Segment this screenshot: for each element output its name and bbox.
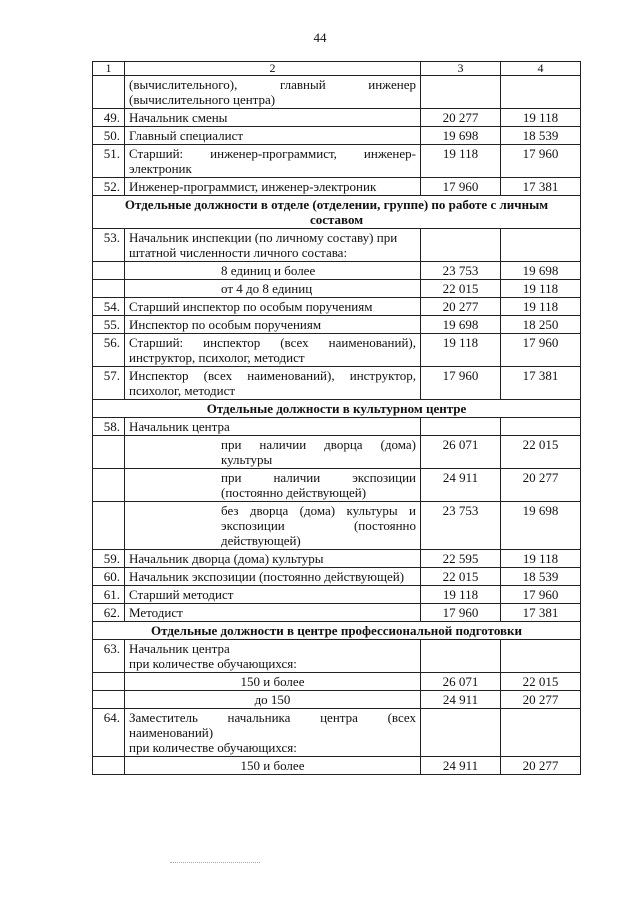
- salary-value: 19 118: [501, 550, 581, 568]
- position-name: Старший инспектор по особым поручениям: [125, 298, 421, 316]
- position-name: Инспектор (всех наименований), инструктор, психолог, методист: [125, 367, 421, 400]
- salary-value: 20 277: [421, 298, 501, 316]
- salary-value: 19 698: [421, 316, 501, 334]
- position-subitem: 150 и более: [125, 757, 421, 775]
- position-condition: при количестве обучающихся:: [129, 656, 297, 671]
- table-row: [93, 469, 581, 502]
- footer-divider: [170, 862, 260, 863]
- position-title: Начальник центра: [129, 641, 230, 656]
- table-row: [93, 586, 581, 604]
- position-name: Старший: инженер-программист, инженер-электроник: [125, 145, 421, 178]
- salary-value: 17 381: [501, 367, 581, 400]
- table-row: [93, 673, 581, 691]
- salary-value: 22 015: [421, 280, 501, 298]
- salary-value: 23 753: [421, 262, 501, 280]
- row-number: 54.: [93, 298, 125, 316]
- position-name: Начальник дворца (дома) культуры: [125, 550, 421, 568]
- table-row: [93, 262, 581, 280]
- row-number: 61.: [93, 586, 125, 604]
- table-row: [93, 316, 581, 334]
- salary-value: 18 539: [501, 127, 581, 145]
- salary-value: 19 118: [501, 298, 581, 316]
- section-row: [93, 622, 581, 640]
- position-subitem: 150 и более: [125, 673, 421, 691]
- position-condition: при количестве обучающихся:: [129, 740, 297, 755]
- salary-value: 17 960: [501, 334, 581, 367]
- position-title: Заместитель начальника центра (всех наименований): [129, 710, 416, 740]
- section-heading: Отдельные должности в культурном центре: [93, 400, 581, 418]
- salary-value: 19 698: [421, 127, 501, 145]
- salary-value: 20 277: [501, 691, 581, 709]
- salary-value: 19 118: [421, 145, 501, 178]
- salary-value: 17 381: [501, 178, 581, 196]
- table-row: [93, 436, 581, 469]
- table-row: [93, 298, 581, 316]
- salary-value: 22 015: [421, 568, 501, 586]
- row-number: 51.: [93, 145, 125, 178]
- row-number: 50.: [93, 127, 125, 145]
- position-name: Начальник инспекции (по личному составу) при штатной численности личного состава:: [125, 229, 421, 262]
- table-row: [93, 127, 581, 145]
- row-number: 52.: [93, 178, 125, 196]
- table-row: [93, 229, 581, 262]
- page-number: 44: [313, 30, 327, 45]
- salary-value: 20 277: [501, 757, 581, 775]
- salary-value: 17 960: [421, 178, 501, 196]
- salary-value: 19 118: [501, 109, 581, 127]
- position-name: Старший методист: [125, 586, 421, 604]
- row-number: 62.: [93, 604, 125, 622]
- salary-value: 22 595: [421, 550, 501, 568]
- salary-value: 18 539: [501, 568, 581, 586]
- salary-value: 19 118: [421, 586, 501, 604]
- section-heading: Отдельные должности в отделе (отделении, группе) по работе с личным составом: [93, 196, 581, 229]
- salary-value: 26 071: [421, 436, 501, 469]
- salary-value: 23 753: [421, 502, 501, 550]
- salary-value: 19 118: [501, 280, 581, 298]
- position-subitem: до 150: [125, 691, 421, 709]
- position-name: Начальник смены: [125, 109, 421, 127]
- row-number: 57.: [93, 367, 125, 400]
- row-number: 55.: [93, 316, 125, 334]
- salary-value: 18 250: [501, 316, 581, 334]
- position-name: (вычислительного), главный инженер (вычислительного центра): [125, 76, 421, 109]
- position-name: Начальник центра: [125, 418, 421, 436]
- header-cell: 2: [125, 62, 421, 76]
- row-number: 56.: [93, 334, 125, 367]
- table-row: [93, 709, 581, 757]
- salary-table: [92, 61, 581, 775]
- header-cell: 4: [501, 62, 581, 76]
- section-row: [93, 196, 581, 229]
- salary-value: 19 118: [421, 334, 501, 367]
- position-subitem: без дворца (дома) культуры и экспозиции (постоянно действующей): [125, 502, 421, 550]
- table-header-row: [93, 62, 581, 76]
- position-name: Инженер-программист, инженер-электроник: [125, 178, 421, 196]
- salary-value: 20 277: [421, 109, 501, 127]
- table-row: [93, 604, 581, 622]
- table-row: [93, 502, 581, 550]
- row-number: 53.: [93, 229, 125, 262]
- table-row: [93, 691, 581, 709]
- header-cell: 1: [93, 62, 125, 76]
- salary-value: 22 015: [501, 673, 581, 691]
- salary-value: 17 960: [421, 367, 501, 400]
- table-row: [93, 145, 581, 178]
- table-row: [93, 76, 581, 109]
- table-row: [93, 280, 581, 298]
- position-name: Начальник экспозиции (постоянно действующей): [125, 568, 421, 586]
- salary-value: 17 381: [501, 604, 581, 622]
- salary-value: 26 071: [421, 673, 501, 691]
- position-subitem: при наличии экспозиции (постоянно действующей): [125, 469, 421, 502]
- section-row: [93, 400, 581, 418]
- table-row: [93, 550, 581, 568]
- table-row: [93, 178, 581, 196]
- table-row: [93, 109, 581, 127]
- position-name: Инспектор по особым поручениям: [125, 316, 421, 334]
- salary-value: 19 698: [501, 502, 581, 550]
- salary-value: 17 960: [501, 586, 581, 604]
- position-name: Методист: [125, 604, 421, 622]
- salary-value: 17 960: [501, 145, 581, 178]
- row-number: 63.: [93, 640, 125, 673]
- table-row: [93, 568, 581, 586]
- position-name: Главный специалист: [125, 127, 421, 145]
- salary-value: 19 698: [501, 262, 581, 280]
- row-number: 58.: [93, 418, 125, 436]
- row-number: 49.: [93, 109, 125, 127]
- salary-value: 24 911: [421, 469, 501, 502]
- header-cell: 3: [421, 62, 501, 76]
- salary-value: 20 277: [501, 469, 581, 502]
- table-row: [93, 757, 581, 775]
- salary-value: 22 015: [501, 436, 581, 469]
- salary-value: 17 960: [421, 604, 501, 622]
- row-number: 64.: [93, 709, 125, 757]
- salary-value: 24 911: [421, 757, 501, 775]
- position-name: [125, 709, 421, 757]
- position-name: Старший: инспектор (всех наименований), инструктор, психолог, методист: [125, 334, 421, 367]
- position-subitem: от 4 до 8 единиц: [125, 280, 421, 298]
- table-row: [93, 640, 581, 673]
- table-row: [93, 418, 581, 436]
- row-number: 60.: [93, 568, 125, 586]
- position-subitem: 8 единиц и более: [125, 262, 421, 280]
- section-heading: Отдельные должности в центре профессиональной подготовки: [93, 622, 581, 640]
- table-row: [93, 334, 581, 367]
- position-subitem: при наличии дворца (дома) культуры: [125, 436, 421, 469]
- row-number: 59.: [93, 550, 125, 568]
- position-name: [125, 640, 421, 673]
- table-row: [93, 367, 581, 400]
- salary-value: 24 911: [421, 691, 501, 709]
